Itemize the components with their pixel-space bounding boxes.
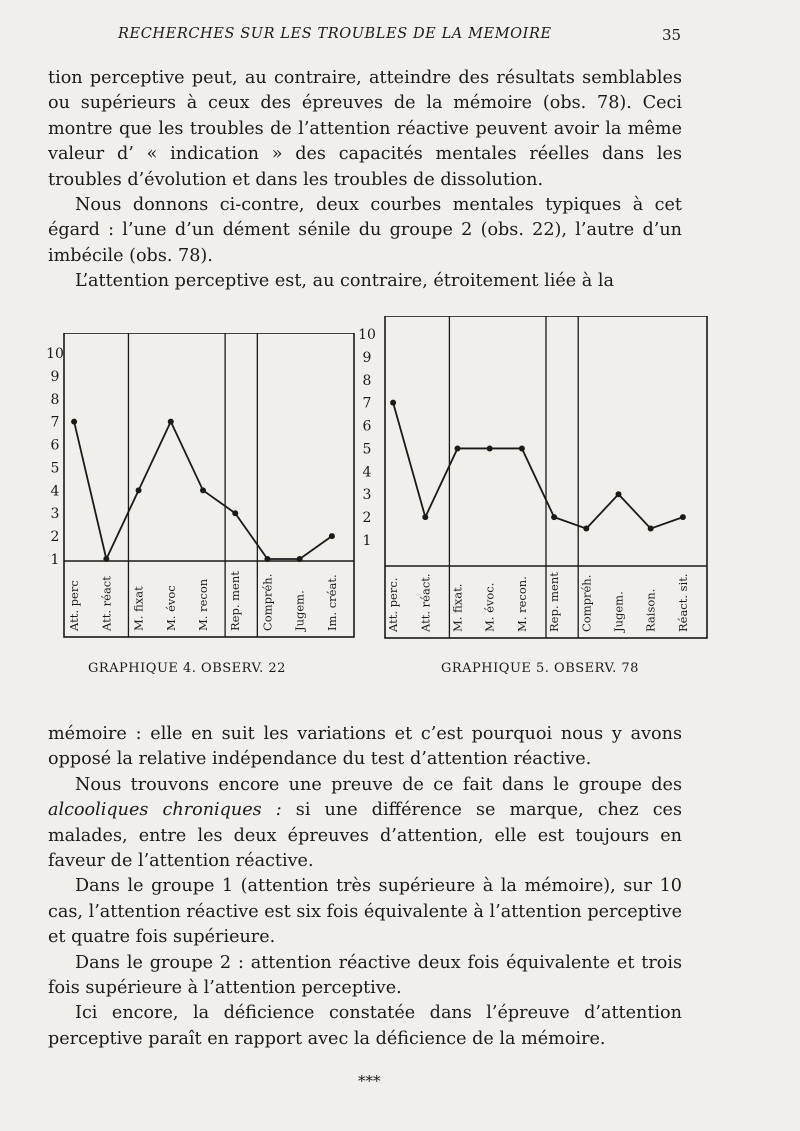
graph-4-caption: GRAPHIQUE 4. OBSERV. 22 xyxy=(88,661,286,676)
paragraph: Ici encore, la déficience constatée dans l’épreuve d’attention perceptive paraît en rapport avec la déficience de la mémoire. xyxy=(48,1003,682,1049)
y-tick-label: 8 xyxy=(50,391,60,408)
italic-term: alcooliques chroniques : xyxy=(48,800,282,821)
paragraph: mémoire : elle en suit les variations et c’est pourquoi nous y avons opposé la relative indépendance du test d’attention réactive. xyxy=(48,724,682,770)
y-tick-label: 3 xyxy=(362,487,372,504)
category-label: Im. créat. xyxy=(324,574,339,631)
y-tick-label: 6 xyxy=(50,437,60,454)
body-text-bottom xyxy=(48,722,682,1052)
category-label: Compréh. xyxy=(579,574,594,632)
category-label: Jugem. xyxy=(292,590,307,631)
data-point xyxy=(71,419,77,425)
category-label: M. évoc. xyxy=(482,582,497,632)
category-label: Rep. ment xyxy=(228,571,243,631)
category-label: Jugem. xyxy=(611,591,626,632)
paragraph: tion perceptive peut, au contraire, atteindre des résultats semblables ou supérieurs à ceux des épreuves de la mémoire (obs. 78). Ceci montre que les troubles de l’attention réactive peuvent avoir la même valeur d’ « indication » des capacités mentales réelles dans les troubles d’évolution et dans les troubles de dissolution. xyxy=(48,68,682,190)
running-header xyxy=(0,26,800,46)
category-label: M. fixat xyxy=(131,586,146,631)
data-point xyxy=(168,419,174,425)
y-tick-label: 7 xyxy=(362,395,372,412)
y-tick-label: 3 xyxy=(50,506,60,523)
category-label: Rep. ment xyxy=(547,572,562,632)
section-separator: *** xyxy=(358,1072,381,1090)
category-label: Att. perc xyxy=(67,580,82,631)
data-point xyxy=(455,445,461,451)
category-label: Att. réact. xyxy=(418,573,433,632)
data-point xyxy=(487,445,493,451)
category-label: Att. réact xyxy=(99,576,114,631)
category-label: M. recon. xyxy=(514,576,529,632)
category-label: M. évoc xyxy=(163,585,178,631)
y-tick-label: 9 xyxy=(362,349,372,366)
paragraph: Dans le groupe 2 : attention réactive deux fois équivalente et trois fois supérieure à l’attention perceptive. xyxy=(48,952,682,999)
category-label: Réact. sit. xyxy=(675,573,690,632)
data-point xyxy=(648,526,654,532)
page-number: 35 xyxy=(662,26,682,44)
category-label: Raison. xyxy=(643,588,658,632)
y-tick-label: 1 xyxy=(50,552,60,568)
y-tick-label: 4 xyxy=(362,464,372,481)
data-point xyxy=(329,533,335,539)
data-point xyxy=(264,556,270,562)
data-point xyxy=(103,556,109,562)
paragraph: Nous donnons ci-contre, deux courbes mentales typiques à cet égard : l’une d’un dément sénile du groupe 2 (obs. 22), l’autre d’un imbécile (obs. 78). xyxy=(48,195,682,266)
paragraph: Dans le groupe 1 (attention très supérieure à la mémoire), sur 10 cas, l’attention réactive est six fois équivalente à l’attention perceptive et quatre fois supérieure. xyxy=(48,876,682,948)
y-tick-label: 5 xyxy=(362,441,372,458)
y-tick-label: 7 xyxy=(50,414,60,431)
data-point xyxy=(232,510,238,516)
body-text-top xyxy=(48,66,682,295)
y-tick-label: 1 xyxy=(362,533,372,549)
series-line xyxy=(393,403,683,529)
chart-svg xyxy=(383,316,711,640)
paragraph-end: si une différence se marque, chez ces malades, entre les deux épreuves d’attention, elle est toujours en faveur de l’attention réactive. xyxy=(48,800,682,872)
category-label: M. fixat. xyxy=(450,583,465,632)
graph-4 xyxy=(46,333,358,639)
y-tick-label: 10 xyxy=(46,346,64,362)
y-tick-label: 4 xyxy=(50,483,60,500)
category-label: M. recon xyxy=(196,578,210,631)
y-tick-label: 6 xyxy=(362,418,372,435)
data-point xyxy=(422,514,428,520)
paragraph-start: Nous trouvons encore une preuve de ce fait dans le groupe des xyxy=(75,774,682,795)
y-tick-label: 2 xyxy=(50,529,60,546)
category-label: Att. perc. xyxy=(386,577,401,632)
chart-svg xyxy=(46,333,358,639)
data-point xyxy=(616,491,622,497)
y-tick-label: 10 xyxy=(358,327,376,343)
data-point xyxy=(551,514,557,520)
y-tick-label: 8 xyxy=(362,372,372,389)
data-point xyxy=(390,400,396,406)
y-tick-label: 9 xyxy=(50,368,60,385)
paragraph: L’attention perceptive est, au contraire, étroitement liée à la xyxy=(75,271,614,292)
data-point xyxy=(200,487,206,493)
graph-5 xyxy=(358,316,711,640)
data-point xyxy=(583,526,589,532)
paragraph xyxy=(48,773,682,875)
category-label: Compréh. xyxy=(260,573,275,631)
data-point xyxy=(297,556,303,562)
data-point xyxy=(680,514,686,520)
graph-5-y-axis xyxy=(355,316,385,576)
data-point xyxy=(136,487,142,493)
y-tick-label: 2 xyxy=(362,510,372,527)
graph-5-caption: GRAPHIQUE 5. OBSERV. 78 xyxy=(441,661,639,676)
running-title: RECHERCHES SUR LES TROUBLES DE LA MEMOIRE xyxy=(118,26,552,42)
data-point xyxy=(519,445,525,451)
y-tick-label: 5 xyxy=(50,460,60,477)
